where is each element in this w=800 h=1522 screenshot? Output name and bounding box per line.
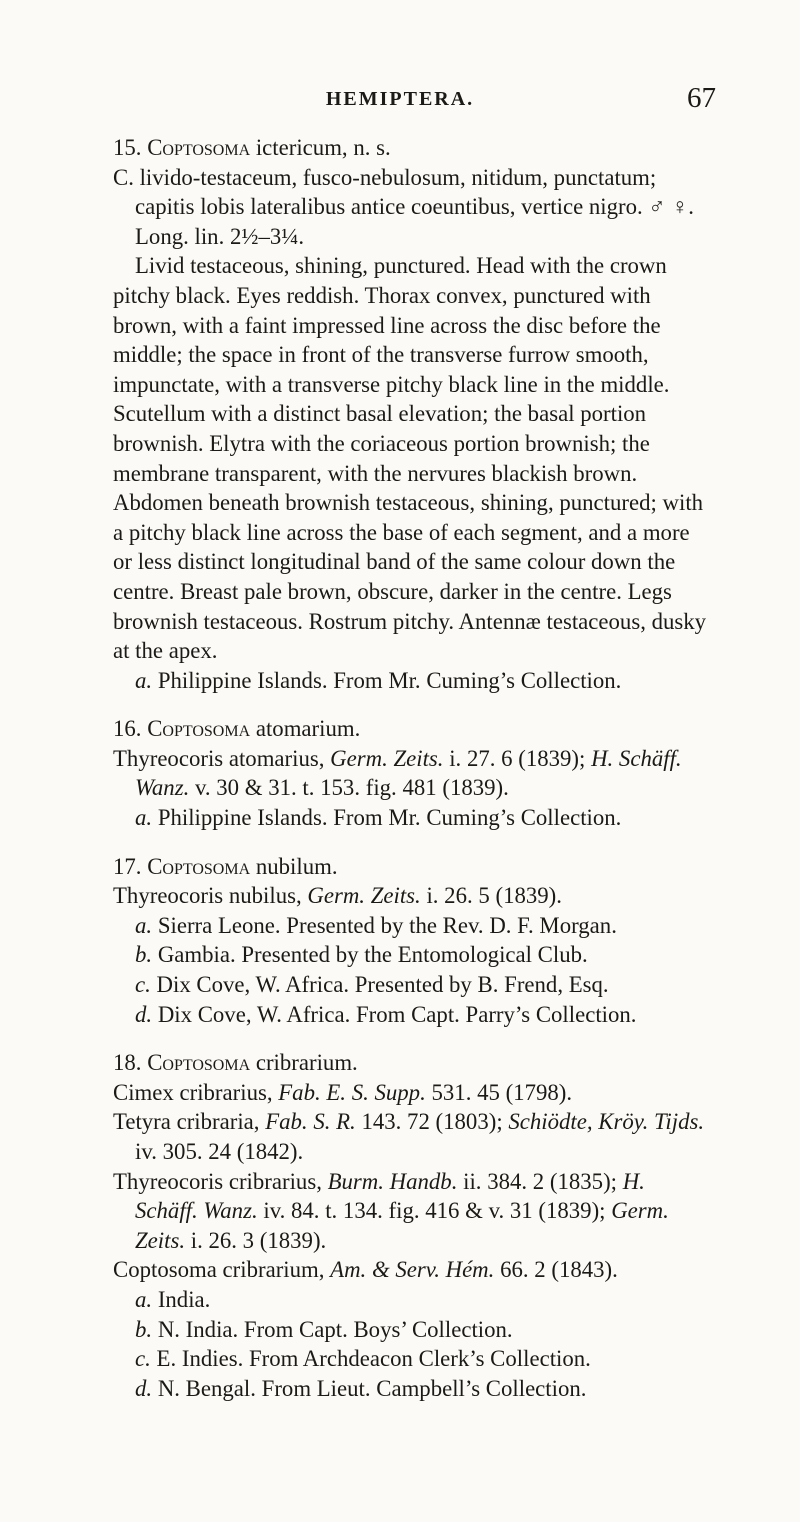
reference-citation: 66. 2 (1843).	[500, 1257, 618, 1283]
reference-work: Germ. Zeits.	[307, 883, 421, 909]
page-number: 67	[687, 82, 716, 114]
specimen-line	[113, 940, 713, 970]
specimen-line	[113, 1344, 713, 1374]
specimen-text: N. India. From Capt. Boys’ Collection.	[157, 1316, 513, 1342]
reference-citation: 531. 45 (1798).	[431, 1079, 573, 1105]
specimen-letter: a.	[135, 912, 153, 938]
specimen-line	[113, 911, 713, 941]
specimen-line	[113, 1315, 713, 1345]
entry-number: 15.	[113, 135, 142, 160]
specimen-text: Gambia. Presented by the Entomological Club.	[157, 942, 588, 968]
species-name: ictericum, n. s.	[255, 135, 391, 160]
synonym-name: Tetyra cribraria,	[113, 1109, 260, 1135]
reference-work: Burm. Handb.	[327, 1168, 458, 1194]
page-body	[113, 133, 713, 1422]
specimen-letter: c.	[135, 972, 151, 998]
species-entry-18	[113, 1048, 713, 1403]
synonym-line	[113, 881, 713, 911]
specimen-line	[113, 1285, 713, 1315]
specimen-letter: d.	[135, 1001, 153, 1027]
reference-citation: i. 26. 5 (1839).	[426, 883, 562, 909]
specimen-line	[113, 666, 713, 696]
synonym-line	[113, 744, 713, 803]
specimen-line	[113, 1374, 713, 1404]
specimen-text: India.	[157, 1286, 211, 1312]
synonym-line	[113, 1107, 713, 1166]
running-title: HEMIPTERA.	[325, 88, 475, 110]
specimen-text: Dix Cove, W. Africa. From Capt. Parry’s Collection.	[157, 1001, 637, 1027]
specimen-text: Dix Cove, W. Africa. Presented by B. Frend, Esq.	[156, 972, 609, 998]
species-name: nubilum.	[255, 853, 338, 879]
genus-name: Coptosoma	[147, 716, 251, 742]
reference-work: Fab. S. R.	[265, 1109, 356, 1135]
reference-citation: iv. 305. 24 (1842).	[135, 1139, 304, 1164]
reference-work: Am. & Serv. Hém.	[330, 1257, 495, 1283]
specimen-letter: a.	[135, 805, 153, 831]
specimen-letter: a.	[135, 667, 153, 693]
genus-name: Coptosoma	[147, 1050, 251, 1076]
reference-citation: 143. 72 (1803);	[361, 1109, 503, 1135]
entry-number: 17.	[113, 853, 142, 879]
specimen-line	[113, 970, 713, 1000]
synonym-line	[113, 1078, 713, 1108]
specimen-text: Philippine Islands. From Mr. Cuming’s Collection.	[157, 667, 622, 693]
entry-heading	[113, 714, 713, 744]
reference-work: Germ. Zeits.	[330, 745, 444, 771]
latin-diagnosis: C. livido-testaceum, fusco-nebulosum, nitidum, punctatum; capitis lobis lateralibus antice coeuntibus, vertice nigro. ♂ ♀. Long. lin. 2½–3¼.	[113, 164, 695, 249]
specimen-letter: a.	[135, 1286, 153, 1312]
specimen-text: Philippine Islands. From Mr. Cuming’s Collection.	[157, 805, 622, 831]
specimen-text: E. Indies. From Archdeacon Clerk’s Collection.	[156, 1346, 591, 1372]
species-entry-17	[113, 852, 713, 1030]
synonym-name: Cimex cribrarius,	[113, 1079, 273, 1105]
specimen-text: Sierra Leone. Presented by the Rev. D. F. Morgan.	[157, 912, 617, 938]
english-description: Livid testaceous, shining, punctured. Head with the crown pitchy black. Eyes reddish. Thorax convex, punctured with brown, with a faint impressed line across the disc before the middle; the space in front of the transverse furrow smooth, impunctate, with a transverse pitchy black line in the middle. Scutellum with a distinct basal elevation; the basal portion brownish. Elytra with the coriaceous portion brownish; the membrane transparent, with the nervures blackish brown. Abdomen beneath brownish testaceous, shining, punctured; with a pitchy black line across the base of each segment, and a more or less distinct longitudinal band of the same colour down the centre. Breast pale brown, obscure, darker in the centre. Legs brownish testaceous. Rostrum pitchy. Antennæ testaceous, dusky at the apex.	[113, 253, 707, 664]
species-name: cribrarium.	[255, 1050, 358, 1076]
reference-citation: ii. 384. 2 (1835);	[463, 1168, 617, 1194]
species-entry-16	[113, 714, 713, 832]
specimen-letter: b.	[135, 942, 153, 968]
specimen-line	[113, 803, 713, 833]
entry-number: 16.	[113, 716, 142, 742]
specimen-text: N. Bengal. From Lieut. Campbell’s Collection.	[157, 1375, 587, 1401]
specimen-letter: d.	[135, 1375, 153, 1401]
entry-heading	[113, 852, 713, 882]
reference-work: H. Schäff. Wanz.	[135, 745, 682, 801]
entry-heading	[113, 133, 713, 163]
species-name: atomarium.	[255, 716, 361, 742]
running-head	[0, 82, 800, 118]
specimen-letter: c.	[135, 1346, 151, 1372]
specimen-line	[113, 1000, 713, 1030]
reference-citation: i. 27. 6 (1839);	[449, 745, 586, 771]
reference-work: Fab. E. S. Supp.	[278, 1079, 426, 1105]
synonym-name: Thyreocoris atomarius,	[113, 745, 325, 771]
synonym-name: Thyreocoris cribrarius,	[113, 1168, 322, 1194]
reference-work: Germ. Zeits.	[135, 1198, 669, 1253]
reference-citation: v. 30 & 31. t. 153. fig. 481 (1839).	[194, 775, 509, 801]
synonym-line	[113, 1255, 713, 1285]
reference-citation: i. 26. 3 (1839).	[190, 1227, 327, 1253]
specimen-letter: b.	[135, 1316, 153, 1342]
entry-number: 18.	[113, 1050, 142, 1076]
entry-heading	[113, 1048, 713, 1078]
reference-work: Schiödte, Kröy. Tijds.	[508, 1109, 705, 1135]
synonym-name: Thyreocoris nubilus,	[113, 883, 302, 909]
genus-name: Coptosoma	[147, 853, 251, 879]
synonym-name: Coptosoma cribrarium,	[113, 1257, 325, 1283]
reference-citation: iv. 84. t. 134. fig. 416 & v. 31 (1839);	[263, 1198, 606, 1224]
reference-work: H. Schäff. Wanz.	[135, 1168, 645, 1224]
species-entry-15	[113, 133, 713, 695]
synonym-line	[113, 1167, 713, 1256]
genus-name: Coptosoma	[147, 135, 251, 160]
